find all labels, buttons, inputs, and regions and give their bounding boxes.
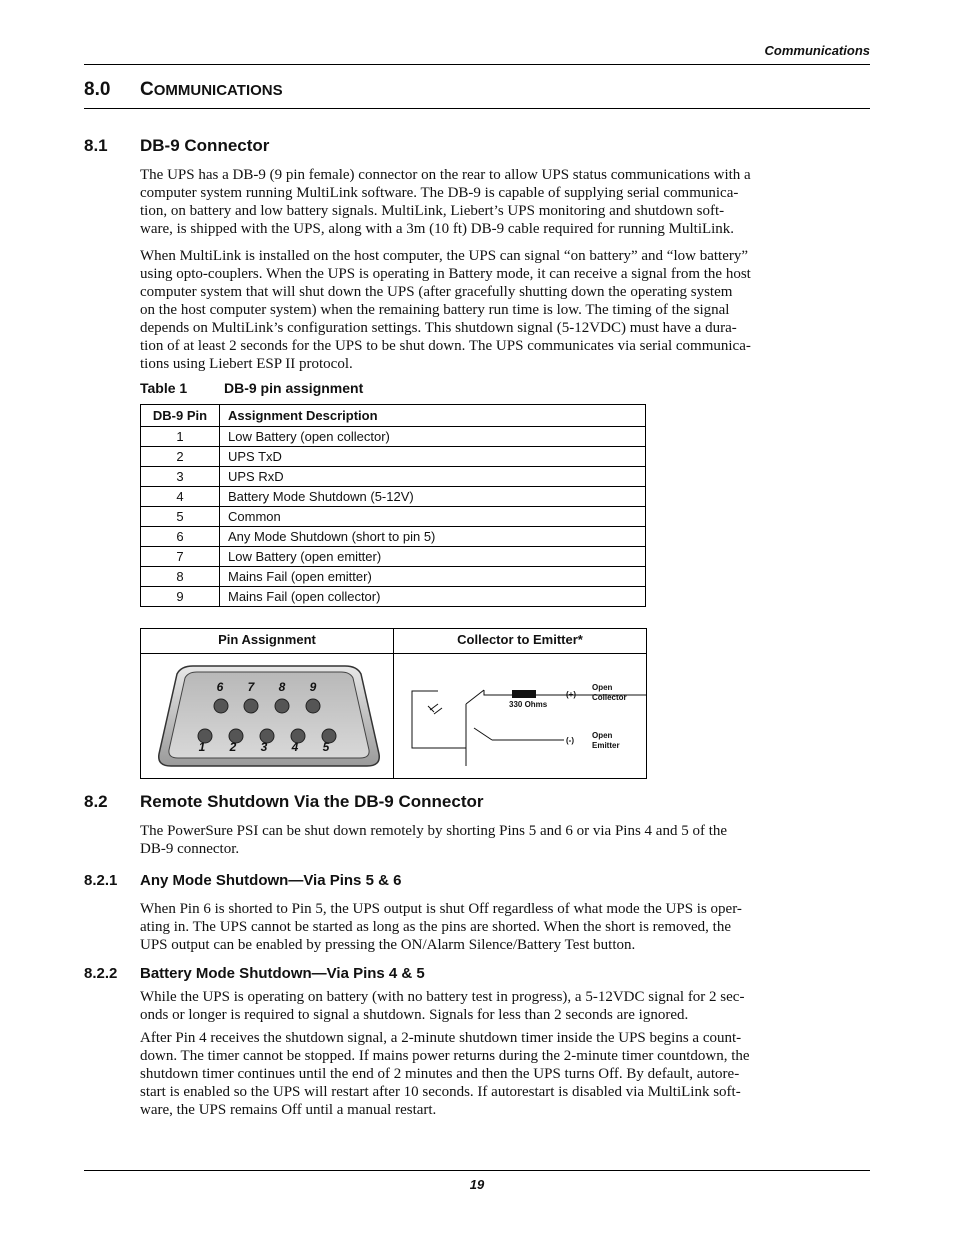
- text-line: DB-9 connector.: [140, 841, 240, 857]
- description-cell: UPS TxD: [220, 447, 646, 467]
- text-line: When MultiLink is installed on the host computer, the UPS can signal “on battery” and “low battery”: [140, 248, 749, 264]
- collector-wire: [466, 690, 484, 704]
- table-label: Table 1: [140, 380, 188, 396]
- description-cell: Low Battery (open collector): [220, 427, 646, 447]
- header-rule: [84, 64, 870, 65]
- text-line: shutdown timer continues until the end of 2 minutes and then the UPS turns Off. By default, autore-: [140, 1066, 740, 1082]
- section-number: 8.1: [84, 136, 108, 155]
- resistor-symbol: [512, 690, 536, 698]
- chapter-title-rest: OMMUNICATIONS: [153, 82, 283, 99]
- text-line: When Pin 6 is shorted to Pin 5, the UPS output is shut Off regardless of what mode the UPS is oper-: [140, 901, 742, 917]
- chapter-title-initial: C: [140, 79, 154, 100]
- table-row: [141, 467, 646, 487]
- pin-cell: 3: [141, 467, 220, 487]
- description-cell: Mains Fail (open collector): [220, 587, 646, 607]
- led-loop-wire: [412, 691, 466, 748]
- pin-number-label: 9: [309, 680, 317, 694]
- light-arrow: [434, 708, 442, 714]
- resistor-label: 330 Ohms: [509, 700, 548, 709]
- subsection-number: 8.2.1: [84, 872, 118, 889]
- text-line: ware, the UPS remains Off until a manual restart.: [140, 1102, 437, 1118]
- table-row: [141, 447, 646, 467]
- pin-number-label: 3: [260, 740, 268, 754]
- open-collector-label-line1: Open: [592, 683, 613, 692]
- pin-hole: [214, 699, 228, 713]
- pin-hole: [275, 699, 289, 713]
- text-line: computer system that will shut down the UPS (after gracefully shutting down the operating system: [140, 284, 733, 300]
- table-header-row: [141, 405, 646, 427]
- section-8-2-1-heading: [84, 872, 401, 889]
- subsection-title: Any Mode Shutdown—Via Pins 5 & 6: [140, 872, 402, 889]
- section-8-2-2-paragraph-1: [140, 988, 870, 1024]
- page-number: 19: [469, 1177, 485, 1192]
- text-line: ating in. The UPS cannot be started as long as the pins are shorted. When the short is removed, the: [140, 919, 731, 935]
- pin-hole: [244, 699, 258, 713]
- pin-cell: 8: [141, 567, 220, 587]
- subsection-title: Battery Mode Shutdown—Via Pins 4 & 5: [140, 965, 425, 982]
- db9-connector-diagram: [141, 654, 393, 778]
- chapter-heading: [84, 79, 283, 101]
- chapter-rule: [84, 108, 870, 109]
- text-line: using opto-couplers. When the UPS is operating in Battery mode, it can receive a signal from the host: [140, 266, 751, 282]
- description-cell: Battery Mode Shutdown (5-12V): [220, 487, 646, 507]
- section-8-2-1-paragraph: [140, 900, 870, 954]
- description-cell: Any Mode Shutdown (short to pin 5): [220, 527, 646, 547]
- pin-cell: 9: [141, 587, 220, 607]
- table-title: DB-9 pin assignment: [224, 380, 364, 396]
- text-line: onds or longer is required to signal a shutdown. Signals for less than 2 seconds are ignored.: [140, 1007, 689, 1023]
- subsection-number: 8.2.2: [84, 965, 118, 982]
- chapter-number: 8.0: [84, 79, 111, 100]
- pin-number-label: 6: [216, 680, 224, 694]
- pin-number-label: 4: [291, 740, 299, 754]
- text-line: ware, is shipped with the UPS, along with a 3m (10 ft) DB-9 cable required for running MultiLink.: [140, 221, 735, 237]
- column-header-description: Assignment Description: [220, 405, 646, 427]
- table-row: [141, 587, 646, 607]
- column-header-pin: DB-9 Pin: [141, 405, 220, 427]
- section-8-2-heading: [84, 792, 484, 812]
- section-8-2-2-heading: [84, 965, 425, 982]
- footer-rule: [84, 1170, 870, 1171]
- pin-cell: 1: [141, 427, 220, 447]
- emitter-wire: [474, 728, 492, 740]
- pin-number-label: 7: [247, 680, 255, 694]
- text-line: down. The timer cannot be stopped. If mains power returns during the 2-minute timer countdown, the: [140, 1048, 750, 1064]
- figure-header-pin-assignment: Pin Assignment: [218, 632, 316, 647]
- pin-hole: [306, 699, 320, 713]
- section-8-1-paragraph-1: [140, 166, 870, 238]
- description-cell: Mains Fail (open emitter): [220, 567, 646, 587]
- pin-assignment-table: [140, 404, 646, 607]
- minus-terminal-label: (-): [566, 736, 574, 745]
- text-line: on the host computer system) when the remaining battery run time is low. The timing of the signal: [140, 302, 730, 318]
- section-number: 8.2: [84, 792, 108, 811]
- pin-number-label: 8: [278, 680, 286, 694]
- running-title: Communications: [764, 43, 870, 58]
- text-line: While the UPS is operating on battery (with no battery test in progress), a 5-12VDC signal for 2 sec-: [140, 989, 745, 1005]
- pin-cell: 5: [141, 507, 220, 527]
- section-8-2-2-paragraph-2: [140, 1029, 870, 1119]
- text-line: The PowerSure PSI can be shut down remotely by shorting Pins 5 and 6 or via Pins 4 and 5 of the: [140, 823, 728, 839]
- text-line: The UPS has a DB-9 (9 pin female) connector on the rear to allow UPS status communications with a: [140, 167, 751, 183]
- text-line: UPS output can be enabled by pressing the ON/Alarm Silence/Battery Test button.: [140, 937, 636, 953]
- connector-figure: [140, 628, 647, 779]
- description-cell: Common: [220, 507, 646, 527]
- text-line: tions using Liebert ESP II protocol.: [140, 356, 353, 372]
- section-8-1-heading: [84, 136, 269, 156]
- open-emitter-label-line2: Emitter: [592, 741, 620, 750]
- pin-cell: 6: [141, 527, 220, 547]
- pin-cell: 7: [141, 547, 220, 567]
- pin-cell: 4: [141, 487, 220, 507]
- description-cell: UPS RxD: [220, 467, 646, 487]
- table-row: [141, 427, 646, 447]
- pin-cell: 2: [141, 447, 220, 467]
- pin-number-label: 2: [229, 740, 237, 754]
- description-cell: Low Battery (open emitter): [220, 547, 646, 567]
- pin-number-label: 1: [198, 740, 206, 754]
- text-line: start is enabled so the UPS will restart after 10 seconds. If autorestart is disabled via MultiLink soft-: [140, 1084, 741, 1100]
- section-title: Remote Shutdown Via the DB-9 Connector: [140, 792, 484, 811]
- section-8-2-paragraph: [140, 822, 870, 858]
- led-symbol: [428, 706, 434, 712]
- section-8-1-paragraph-2: [140, 247, 870, 373]
- text-line: tion, on battery and low battery signals. MultiLink, Liebert’s UPS monitoring and shutdown soft-: [140, 203, 725, 219]
- text-line: tion of at least 2 seconds for the UPS to be shut down. The UPS communicates via serial communica-: [140, 338, 751, 354]
- table-caption: [140, 380, 363, 396]
- open-emitter-label-line1: Open: [592, 731, 613, 740]
- text-line: depends on MultiLink’s configuration settings. This shutdown signal (5-12VDC) must have a dura-: [140, 320, 737, 336]
- collector-emitter-schematic: [394, 654, 646, 778]
- text-line: computer system running MultiLink software. The DB-9 is capable of supplying serial communica-: [140, 185, 739, 201]
- plus-terminal-label: (+): [566, 690, 576, 699]
- table-row: [141, 487, 646, 507]
- section-title: DB-9 Connector: [140, 136, 270, 155]
- open-collector-label-line2: Collector: [592, 693, 627, 702]
- text-line: After Pin 4 receives the shutdown signal, a 2-minute shutdown timer inside the UPS begins a count-: [140, 1030, 742, 1046]
- pin-number-label: 5: [322, 740, 330, 754]
- table-row: [141, 567, 646, 587]
- table-row: [141, 527, 646, 547]
- figure-header-collector-emitter: Collector to Emitter*: [457, 632, 583, 647]
- table-row: [141, 507, 646, 527]
- table-row: [141, 547, 646, 567]
